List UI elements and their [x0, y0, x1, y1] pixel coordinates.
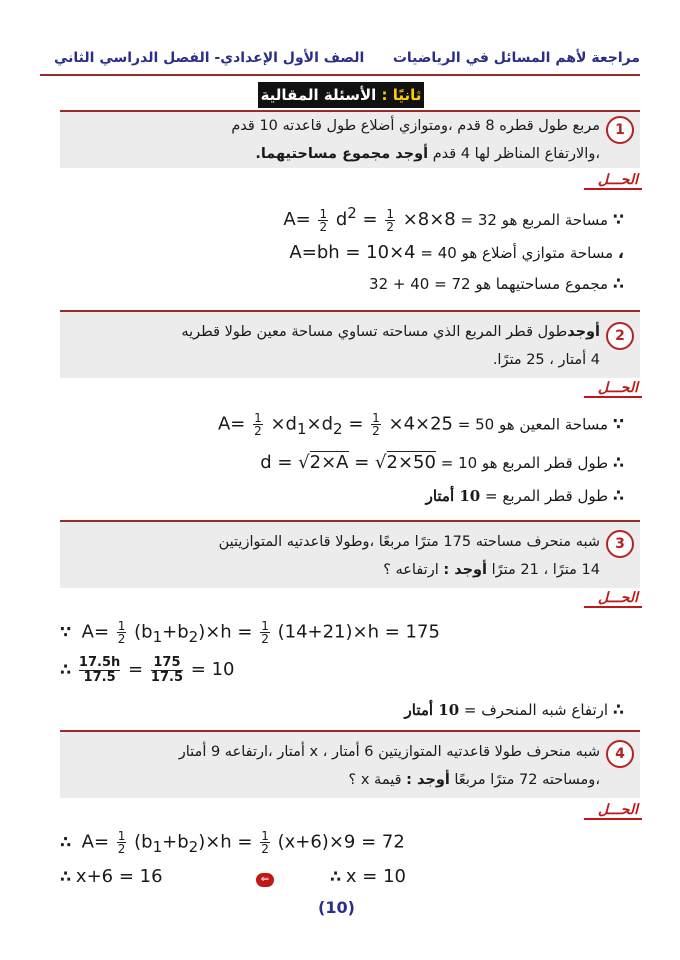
formula: A= $\frac{1}{2}$ $\times d_1\times d_2$ = $\frac{1}{2}$ ×4×25	[217, 411, 454, 439]
arrow-icon: ⇐	[256, 868, 274, 887]
solution-line: ∴ $\frac{17.5h}{17.5}$ = $\frac{175}{17.5}$ = 10	[60, 655, 235, 685]
header-grade-title: الصف الأول الإعدادي- الفصل الدراسي الثاني	[54, 50, 365, 66]
solution-line: ∴ A= $\frac{1}{2}$ $(b_1+b_2)\times h$ = $\frac{1}{2}$ (x+6)×9 = 72	[60, 829, 405, 857]
question-4-text	[68, 738, 600, 794]
solution-line: ∴ x = 10	[330, 866, 407, 887]
question-1-text	[68, 112, 600, 168]
question-line: 4 أمتار ، 25 مترًا.	[492, 352, 600, 368]
section-title: الأسئلة المقالية	[260, 86, 377, 104]
solution-line: ∵ مساحة المربع هو 32 = A= $\frac{1}{2}$ $d^2$ = $\frac{1}{2}$ ×8×8	[283, 204, 624, 234]
question-line: شبه منحرف طولا قاعدتيه المتوازيتين 6 أمتار ، x أمتار ،ارتفاعه 9 أمتار	[178, 744, 600, 760]
header-subject-title: مراجعة لأهم المسائل في الرياضيات	[392, 50, 640, 66]
formula: A= $\frac{1}{2}$ $(b_1+b_2)\times h$ = $\frac{1}{2}$ (14+21)×h = 175	[75, 619, 440, 647]
question-4-box	[60, 730, 640, 798]
question-1-box	[60, 110, 640, 168]
solution-line: ∵ A= $\frac{1}{2}$ $(b_1+b_2)\times h$ = $\frac{1}{2}$ (14+21)×h = 175	[60, 619, 440, 647]
formula: A= $\frac{1}{2}$ $(b_1+b_2)\times h$ = $\frac{1}{2}$ (x+6)×9 = 72	[75, 829, 405, 857]
because-symbol: ∵	[612, 210, 624, 229]
page-number: (10)	[318, 898, 355, 917]
solution-line: ∴ طول قطر المربع = 10 أمتار	[425, 486, 624, 505]
question-number-badge: 4	[606, 740, 634, 768]
solution-line: ∵ مساحة المعين هو 50 = A= $\frac{1}{2}$ $\times d_1\times d_2$ = $\frac{1}{2}$ ×4×25	[217, 411, 624, 439]
question-task: أوجد مجموع مساحتيهما.	[255, 146, 429, 162]
formula: A= $\frac{1}{2}$ $d^2$ = $\frac{1}{2}$ ×8×8	[283, 204, 456, 234]
solution-label: الحـــل	[584, 380, 642, 398]
question-line: أوجدطول قطر المربع الذي مساحته تساوي مساحة معين طولا قطريه	[181, 324, 600, 340]
solution-label: الحـــل	[584, 172, 642, 190]
question-line: ،والارتفاع المناظر لها 4 قدم أوجد مجموع مساحتيهما.	[255, 146, 600, 162]
solution-line: ∴ x+6 = 16	[60, 866, 163, 887]
header-divider	[40, 74, 640, 76]
question-line: ،ومساحته 72 مترًا مربعًا أوجد : قيمة x ؟	[348, 772, 600, 788]
section-prefix: ثانيًا :	[381, 86, 422, 104]
question-number-badge: 1	[606, 116, 634, 144]
question-line: شبه منحرف مساحته 175 مترًا مربعًا ،وطولا قاعدتيه المتوازيتين	[218, 534, 600, 550]
question-number-badge: 3	[606, 530, 634, 558]
formula: d = √2×A = √2×50	[260, 452, 436, 473]
question-number-badge: 2	[606, 322, 634, 350]
question-line: مربع طول قطره 8 قدم ،ومتوازي أضلاع طول قاعدته 10 قدم	[231, 118, 600, 134]
solution-line: ، مساحة متوازي أضلاع هو 40 = A=bh = 10×4	[289, 242, 624, 263]
page-header	[40, 50, 640, 76]
section-title-badge	[258, 82, 424, 108]
question-line: 14 مترًا ، 21 مترًا أوجد : ارتفاعه ؟	[383, 562, 600, 578]
question-2-box	[60, 310, 640, 378]
question-3-box	[60, 520, 640, 588]
therefore-symbol: ∴	[612, 274, 624, 293]
question-3-text	[68, 528, 600, 584]
solution-line: ∴ مجموع مساحتيهما هو 72 = 40 + 32	[369, 274, 624, 293]
solution-line: ∴ ارتفاع شبه المنحرف = 10 أمتار	[404, 700, 624, 719]
formula: A=bh = 10×4	[289, 242, 416, 263]
solution-line: ∴ طول قطر المربع هو 10 = d = √2×A = √2×50	[260, 452, 624, 473]
question-2-text	[68, 318, 600, 374]
solution-label: الحـــل	[584, 590, 642, 608]
solution-label: الحـــل	[584, 802, 642, 820]
